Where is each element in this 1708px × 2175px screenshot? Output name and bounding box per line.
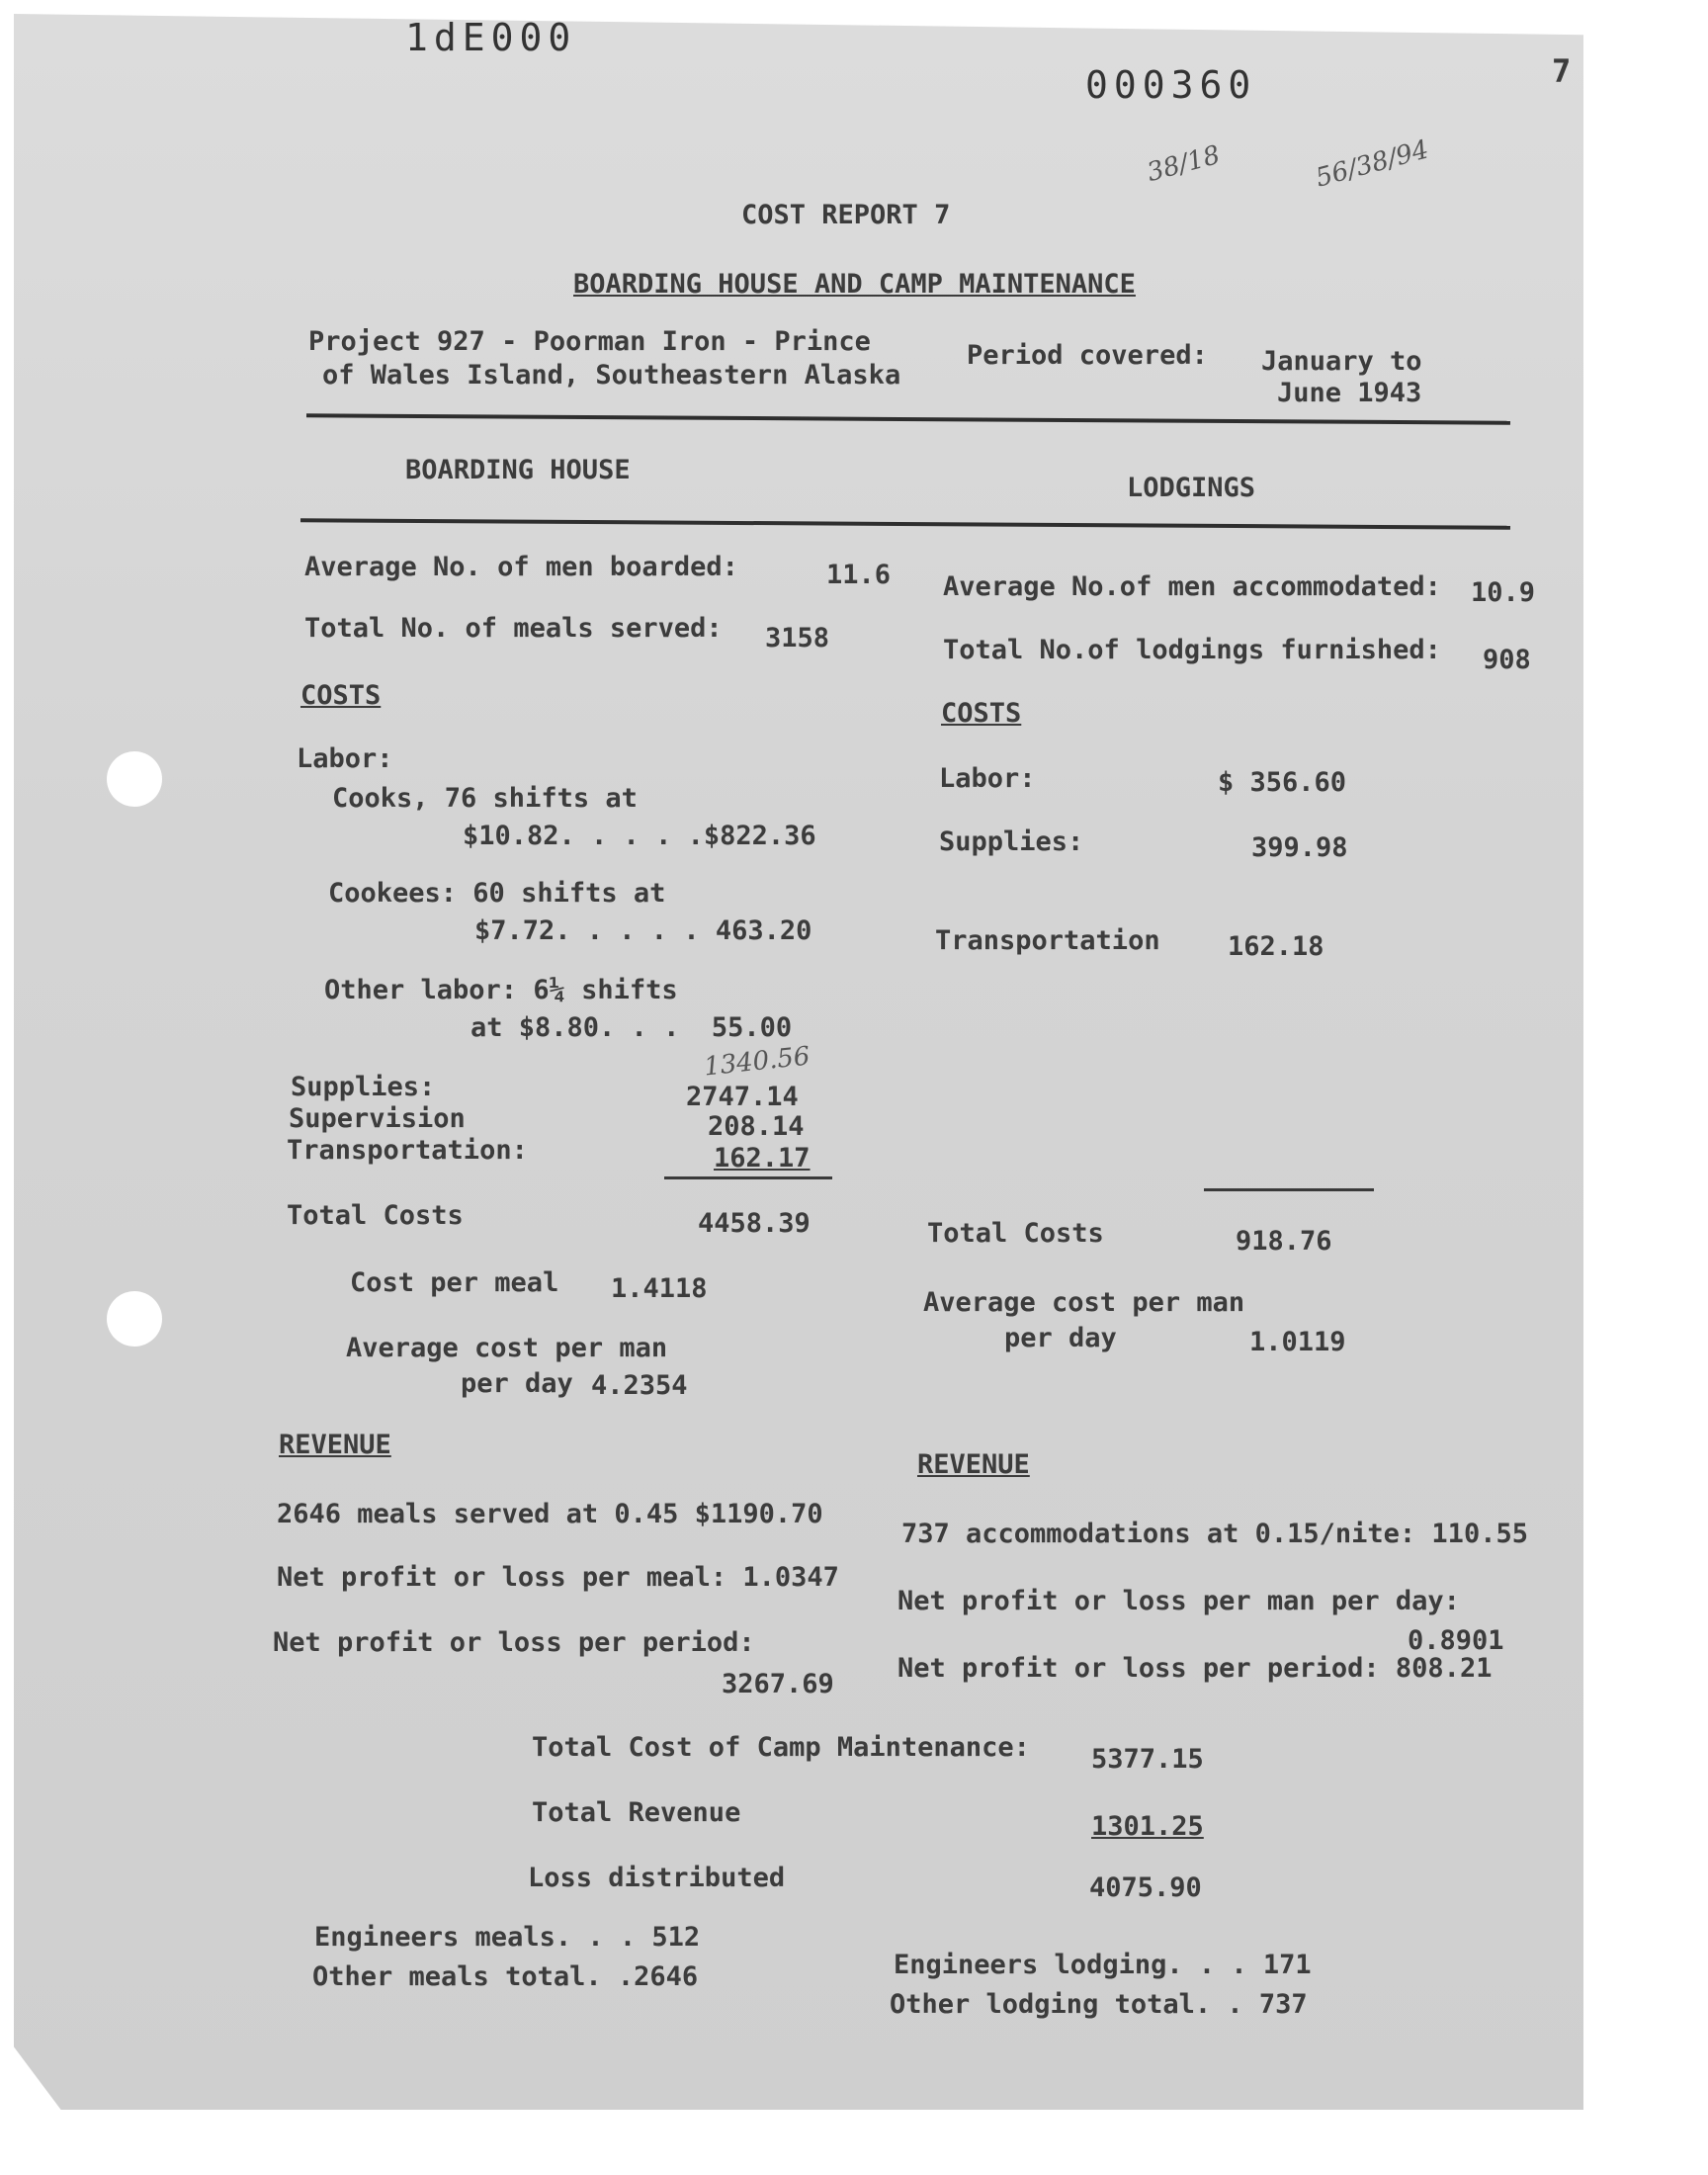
boarding-supplies-value: 2747.14 — [686, 1082, 799, 1112]
stamp-number-top-left: 1dE000 — [405, 16, 577, 59]
lodgings-heading: LODGINGS — [1127, 473, 1256, 503]
total-revenue-value: 1301.25 — [1091, 1811, 1204, 1842]
period-value: January to — [1261, 346, 1422, 377]
boarding-net-period-label: Net profit or loss per period: — [273, 1627, 755, 1658]
boarding-labor-label: Labor: — [297, 743, 393, 774]
cooks-line: Cooks, 76 shifts at — [332, 783, 638, 814]
lodgings-avg-cost-label: Average cost per man — [923, 1287, 1245, 1318]
lodgings-avg-cost-label: per day — [1004, 1323, 1117, 1353]
other-meals-total: Other meals total. .2646 — [312, 1961, 699, 1992]
lodgings-supplies-label: Supplies: — [939, 826, 1084, 857]
total-cost-label: Total Cost of Camp Maintenance: — [532, 1732, 1030, 1763]
avg-men-boarded-value: 11.6 — [826, 560, 892, 590]
boarding-avg-cost-label: per day — [461, 1368, 573, 1399]
project-line: of Wales Island, Southeastern Alaska — [322, 360, 901, 391]
boarding-revenue-heading: REVENUE — [279, 1430, 391, 1460]
boarding-total-value: 4458.39 — [698, 1208, 811, 1239]
cookees-line: $7.72. . . . . 463.20 — [474, 915, 812, 946]
boarding-transport-value: 162.17 — [714, 1143, 811, 1174]
lodgings-revenue-line: 737 accommodations at 0.15/nite: 110.55 — [901, 1519, 1528, 1549]
cookees-line: Cookees: 60 shifts at — [328, 878, 666, 909]
sum-rule — [1204, 1188, 1374, 1191]
boarding-avg-cost-label: Average cost per man — [346, 1333, 668, 1363]
cooks-line: $10.82. . . . .$822.36 — [463, 821, 816, 851]
lodgings-labor-value: $ 356.60 — [1218, 767, 1347, 798]
net-per-man-day-label: Net profit or loss per man per day: — [897, 1586, 1460, 1616]
engineers-meals: Engineers meals. . . 512 — [314, 1922, 701, 1953]
boarding-avg-cost-value: 4.2354 — [591, 1370, 688, 1401]
other-labor-line: at $8.80. . . 55.00 — [470, 1012, 793, 1043]
avg-men-boarded-label: Average No. of men boarded: — [304, 552, 738, 582]
handwritten-labor-subtotal: 1340.56 — [702, 1041, 811, 1083]
stamp-number-top-center: 000360 — [1085, 63, 1257, 107]
lodgings-revenue-heading: REVENUE — [917, 1449, 1030, 1480]
supervision-value: 208.14 — [708, 1111, 805, 1142]
punch-hole — [107, 751, 162, 807]
handwritten-note: 56/38/94 — [1313, 134, 1432, 194]
supervision-label: Supervision — [289, 1103, 466, 1134]
total-cost-value: 5377.15 — [1091, 1744, 1204, 1775]
lodgings-total-value: 918.76 — [1236, 1226, 1332, 1257]
boarding-total-label: Total Costs — [287, 1200, 464, 1231]
other-labor-line: Other labor: 6¼ shifts — [324, 975, 678, 1005]
sum-rule — [664, 1176, 832, 1179]
boarding-revenue-line: 2646 meals served at 0.45 $1190.70 — [277, 1499, 823, 1529]
lodgings-transport-value: 162.18 — [1228, 931, 1324, 962]
boarding-costs-heading: COSTS — [300, 680, 382, 711]
meals-served-value: 3158 — [765, 623, 830, 653]
net-per-man-day-value: 0.8901 — [1408, 1625, 1504, 1656]
lodgings-net-period-line: Net profit or loss per period: 808.21 — [897, 1653, 1493, 1684]
lodgings-total-label: Total Costs — [927, 1218, 1104, 1249]
avg-men-accommodated-value: 10.9 — [1471, 577, 1536, 608]
period-label: Period covered: — [967, 340, 1208, 371]
report-title: COST REPORT 7 — [741, 200, 951, 230]
lodgings-avg-cost-value: 1.0119 — [1249, 1327, 1346, 1357]
punch-hole — [107, 1291, 162, 1347]
engineers-lodging: Engineers lodging. . . 171 — [894, 1950, 1312, 1980]
cost-per-meal-value: 1.4118 — [611, 1273, 708, 1304]
boarding-heading: BOARDING HOUSE — [405, 455, 631, 485]
project-line: Project 927 - Poorman Iron - Prince — [308, 326, 871, 357]
lodgings-costs-heading: COSTS — [941, 698, 1022, 729]
boarding-transport-label: Transportation: — [287, 1135, 528, 1166]
lodgings-furnished-label: Total No.of lodgings furnished: — [943, 635, 1441, 665]
lodgings-labor-label: Labor: — [939, 763, 1036, 794]
total-revenue-label: Total Revenue — [532, 1797, 741, 1828]
lodgings-furnished-value: 908 — [1483, 645, 1531, 675]
net-per-meal-line: Net profit or loss per meal: 1.0347 — [277, 1562, 839, 1593]
meals-served-label: Total No. of meals served: — [304, 613, 723, 644]
loss-label: Loss distributed — [528, 1863, 786, 1893]
boarding-supplies-label: Supplies: — [291, 1072, 436, 1102]
avg-men-accommodated-label: Average No.of men accommodated: — [943, 571, 1441, 602]
handwritten-note: 38/18 — [1144, 139, 1224, 189]
cost-per-meal-label: Cost per meal — [350, 1267, 559, 1298]
lodgings-transport-label: Transportation — [935, 925, 1160, 956]
page-number: 7 — [1552, 52, 1572, 90]
loss-value: 4075.90 — [1089, 1872, 1202, 1903]
other-lodging-total: Other lodging total. . 737 — [890, 1989, 1308, 2020]
period-value: June 1943 — [1277, 378, 1422, 408]
lodgings-supplies-value: 399.98 — [1251, 832, 1348, 863]
section-title: BOARDING HOUSE AND CAMP MAINTENANCE — [573, 269, 1136, 300]
boarding-net-period-value: 3267.69 — [722, 1669, 834, 1699]
